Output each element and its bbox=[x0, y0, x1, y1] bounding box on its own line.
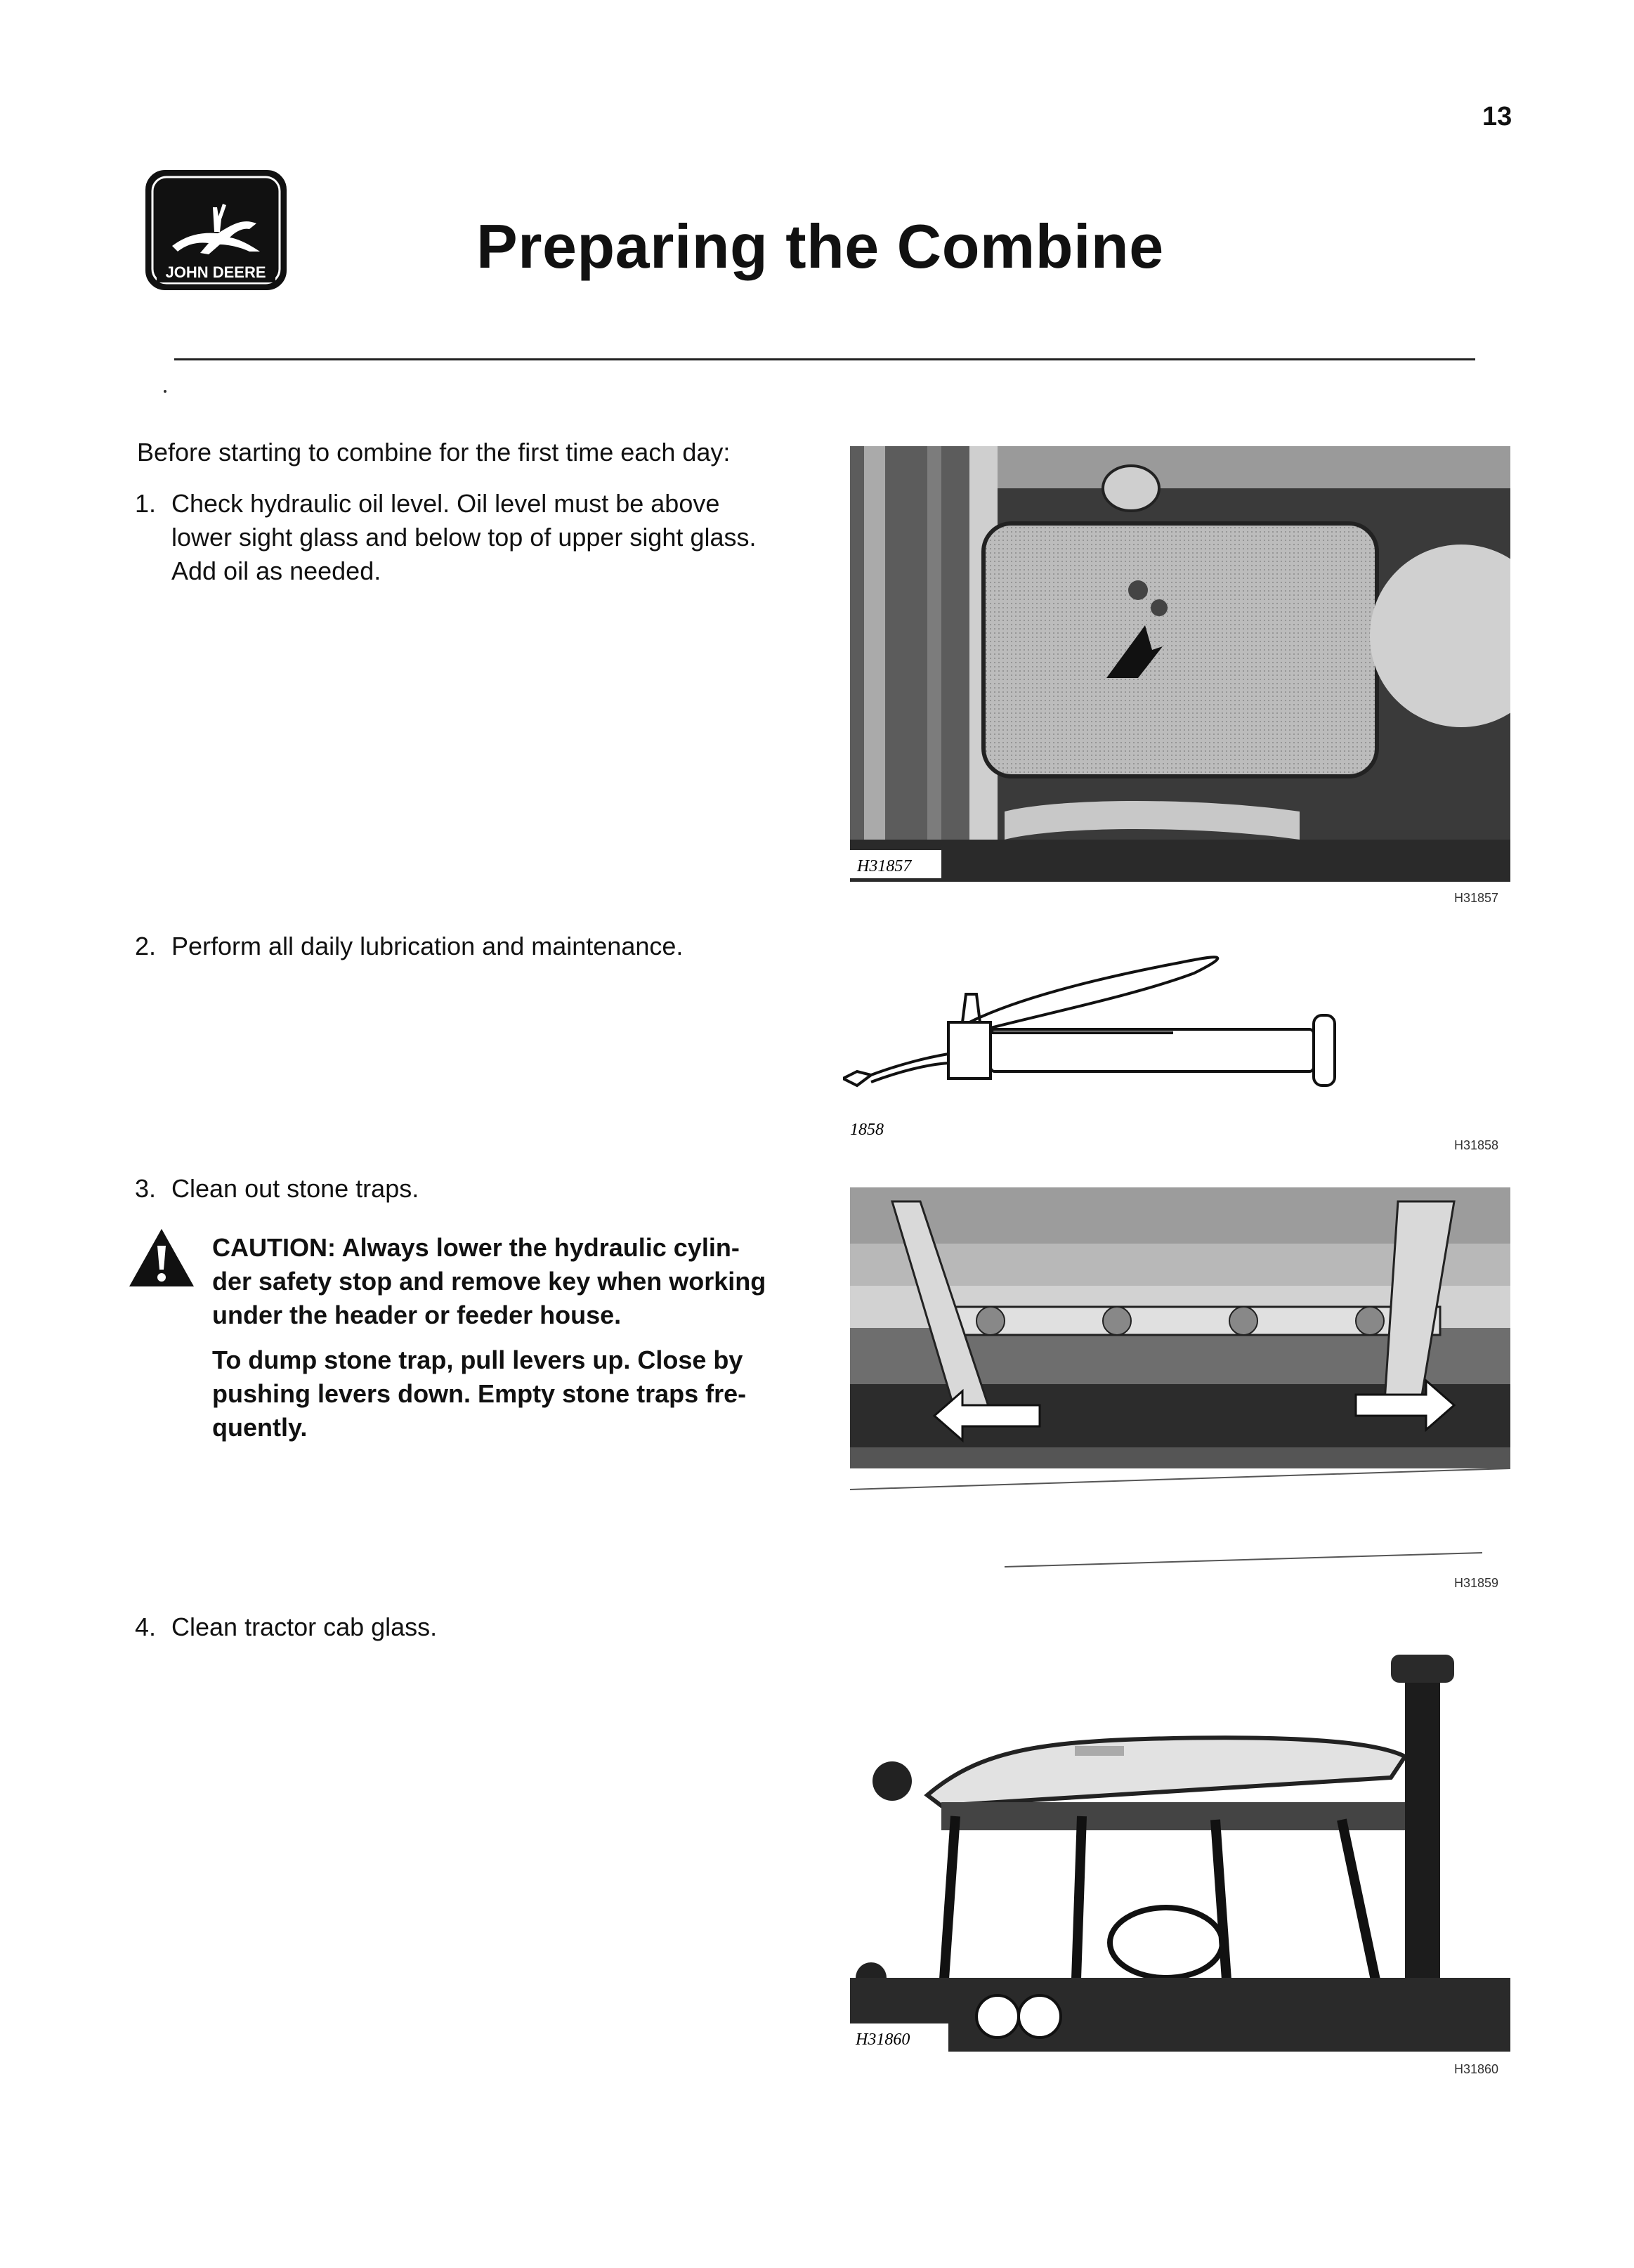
page-title: Preparing the Combine bbox=[476, 211, 1164, 281]
svg-text:H31860: H31860 bbox=[856, 2031, 910, 2049]
figure-grease-gun bbox=[843, 945, 1363, 1142]
john-deere-logo bbox=[144, 169, 288, 292]
step-text: Clean tractor cab glass. bbox=[171, 1612, 438, 1641]
figure-tractor-cab bbox=[850, 1641, 1510, 2052]
step-text: Perform all daily lubrication and maintenance. bbox=[171, 932, 684, 960]
step-1 bbox=[135, 487, 809, 592]
step-text: Check hydraulic oil level. Oil level must be above lower sight glass and below top of upper sight glass. Add oil as needed. bbox=[171, 489, 757, 585]
figure-label: H31858 bbox=[1454, 1138, 1499, 1152]
caution-instruction: To dump stone trap, pull levers up. Close by pushing levers down. Empty stone traps fre- quently. bbox=[212, 1345, 747, 1442]
figure-label: H31860 bbox=[1454, 2062, 1499, 2076]
svg-text:JOHN DEERE: JOHN DEERE bbox=[165, 263, 266, 281]
step-number: 2. bbox=[135, 932, 157, 960]
step-text: Clean out stone traps. bbox=[171, 1174, 419, 1203]
svg-text:1858: 1858 bbox=[850, 1121, 884, 1139]
caution-warning-icon bbox=[126, 1226, 197, 1289]
figure-label: H31859 bbox=[1454, 1576, 1499, 1590]
step-3 bbox=[135, 1172, 809, 1207]
step-number: 3. bbox=[135, 1174, 157, 1203]
step-4 bbox=[135, 1610, 809, 1645]
page-number: 13 bbox=[1482, 102, 1512, 131]
header-divider bbox=[174, 358, 1475, 360]
svg-text:H31857: H31857 bbox=[857, 857, 912, 875]
step-number: 4. bbox=[135, 1612, 157, 1641]
figure-stone-trap bbox=[850, 1173, 1510, 1574]
figure-hydraulic-reservoir bbox=[850, 446, 1510, 882]
step-number: 1. bbox=[135, 489, 157, 518]
step-2 bbox=[135, 930, 809, 965]
stray-dot bbox=[164, 390, 166, 393]
figure-label: H31857 bbox=[1454, 891, 1499, 905]
grease-gun-icon bbox=[843, 957, 1335, 1086]
caution-text: CAUTION: Always lower the hydraulic cylin- der safety stop and remove key when working under the header or feeder house. bbox=[212, 1233, 766, 1329]
intro-text: Before starting to combine for the first time each day: bbox=[137, 438, 731, 467]
